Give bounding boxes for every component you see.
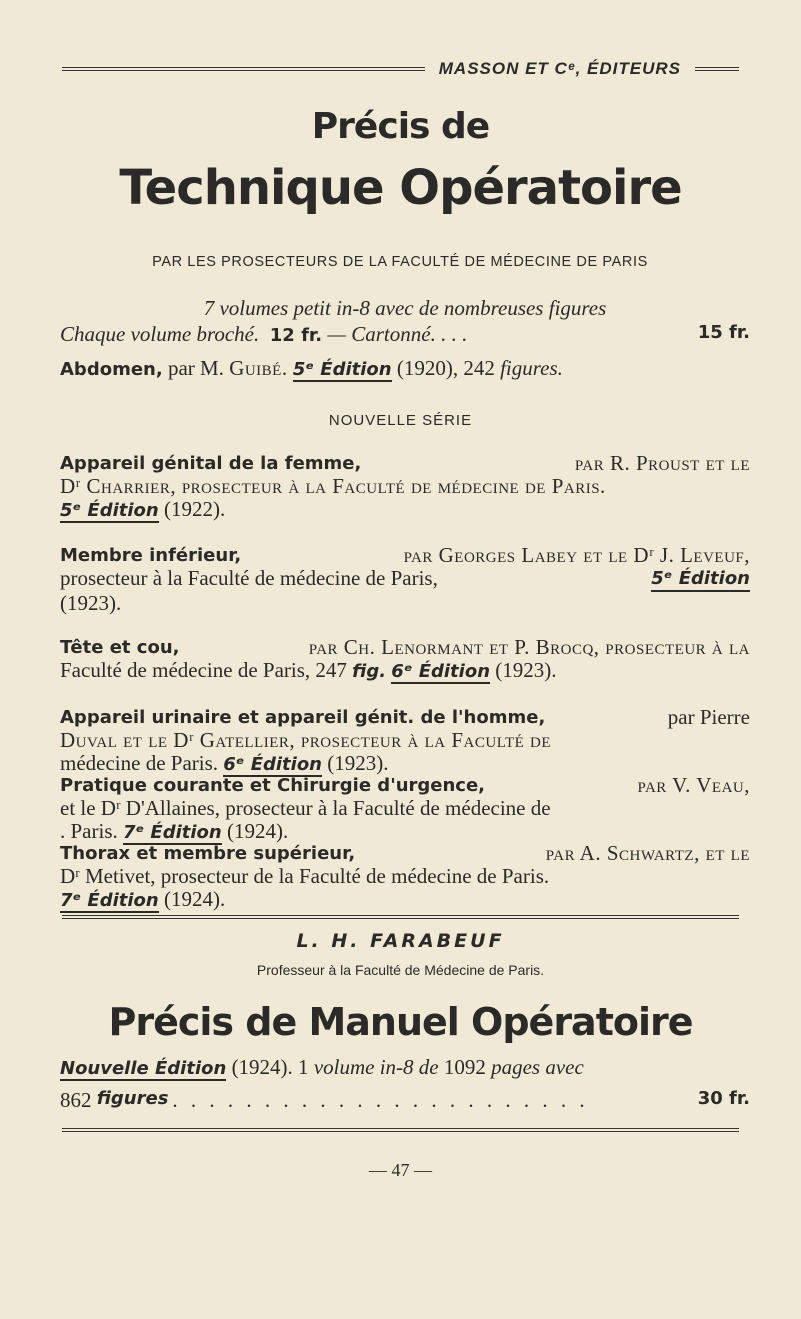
entry-authors: par R. Proust et le	[574, 451, 750, 475]
entry-subject: Appareil génital de la femme,	[60, 453, 362, 474]
publisher-name: MASSON ET Cᵉ, ÉDITEURS	[438, 59, 681, 78]
entry-year: (1924).	[163, 887, 226, 911]
entry-thorax	[60, 842, 750, 912]
format-line: 7 volumes petit in-8 avec de nombreuses figures	[203, 296, 607, 320]
manuel-title: Précis de Manuel Opératoire	[108, 1000, 693, 1044]
price-cartonne-label: — Cartonné. . . .	[327, 322, 468, 346]
manuel-year: (1924). 1	[231, 1055, 309, 1079]
abdomen-author: Guibé.	[229, 356, 288, 380]
entry-authors: par Ch. Lenormant et P. Brocq, prosecteur à la	[308, 635, 750, 659]
header-rule-right	[695, 67, 739, 71]
entry-tete-et-cou	[60, 636, 750, 683]
manuel-volume: volume in-8 de	[313, 1055, 439, 1079]
manuel-pages-count: 1092	[443, 1055, 486, 1079]
abdomen-figures: figures.	[500, 356, 563, 380]
entry-year: (1924).	[226, 819, 289, 843]
entry-subject: Appareil urinaire et appareil génit. de l'homme,	[60, 707, 546, 728]
entry-line2: Duval et le Dʳ Gatellier, prosecteur à la Faculté de	[60, 728, 552, 752]
entry-year: (1923).	[60, 591, 122, 615]
entry-subject: Tête et cou,	[60, 637, 180, 658]
entry-edition: 5ᵉ Édition	[651, 567, 750, 592]
publisher-header	[62, 60, 739, 78]
abdomen-author-prefix: par M.	[167, 356, 224, 380]
price-line	[60, 322, 750, 347]
abdomen-subject: Abdomen,	[60, 359, 163, 380]
manuel-affiliation: Professeur à la Faculté de Médecine de Paris.	[256, 962, 545, 978]
series-title-line1: Précis de	[311, 106, 490, 147]
entry-edition: 5ᵉ Édition	[60, 500, 159, 521]
entry-year: (1923).	[495, 658, 557, 682]
abdomen-entry	[60, 356, 750, 381]
entry-line2: Dʳ Charrier, prosecteur à la Faculté de médecine de Paris.	[60, 474, 606, 498]
page-number: — 47 —	[369, 1160, 432, 1180]
entry-appareil-genital-femme	[60, 452, 750, 522]
entry-edition: 6ᵉ Édition	[391, 661, 491, 682]
section-divider	[62, 915, 739, 919]
entry-authors: par Pierre	[667, 705, 750, 729]
entry-edition: 7ᵉ Édition	[60, 890, 159, 911]
manuel-pages-word: pages avec	[491, 1055, 584, 1079]
manuel-author: L. H. FARABEUF	[296, 930, 505, 952]
header-rule-left	[62, 67, 425, 71]
entry-line2: prosecteur à la Faculté de médecine de Paris,	[60, 566, 438, 590]
abdomen-edition: 5ᵉ Édition	[292, 359, 392, 380]
entry-year: (1922).	[163, 497, 226, 521]
series-title-line2: Technique Opératoire	[119, 160, 682, 216]
price-broche: 12 fr.	[269, 325, 323, 346]
manuel-figures-line	[60, 1088, 750, 1113]
entry-line2: Dʳ Metivet, prosecteur de la Faculté de médecine de Paris.	[60, 864, 550, 888]
manuel-figures-count: 862	[60, 1088, 92, 1112]
nouvelle-serie-heading: NOUVELLE SÉRIE	[328, 412, 473, 429]
entry-subject: Thorax et membre supérieur,	[60, 843, 356, 864]
footer-divider	[62, 1128, 739, 1132]
entry-subject: Pratique courante et Chirurgie d'urgence,	[60, 775, 486, 796]
price-broche-label: Chaque volume broché.	[60, 322, 260, 346]
entry-year: (1923).	[327, 751, 389, 775]
manuel-edition: Nouvelle Édition	[60, 1058, 227, 1079]
entry-fig: fig.	[352, 661, 387, 682]
abdomen-rest: (1920), 242	[396, 356, 495, 380]
entry-edition: 6ᵉ Édition	[223, 754, 322, 775]
entry-line3: médecine de Paris.	[60, 751, 219, 775]
manuel-edition-line	[60, 1055, 750, 1080]
entry-subject: Membre inférieur,	[60, 545, 242, 566]
entry-edition: 7ᵉ Édition	[123, 822, 222, 843]
entry-line2: et le Dʳ D'Allaines, prosecteur à la Faculté de médecine de	[60, 796, 551, 820]
entry-authors: par Georges Labey et le Dʳ J. Leveuf,	[403, 543, 750, 567]
entry-line3: . Paris.	[60, 819, 118, 843]
entry-line2: Faculté de médecine de Paris, 247	[60, 658, 347, 682]
leader-dots: . . . . . . . . . . . . . . . . . . . . . . .	[172, 1088, 589, 1112]
manuel-figures-word: figures	[96, 1088, 169, 1109]
entry-membre-inferieur	[60, 544, 750, 615]
price-cartonne: 15 fr.	[697, 322, 750, 343]
entry-authors: par V. Veau,	[637, 773, 750, 797]
entry-pratique-courante	[60, 774, 750, 844]
entry-authors: par A. Schwartz, et le	[545, 841, 750, 865]
series-authors: PAR LES PROSECTEURS DE LA FACULTÉ DE MÉDECINE DE PARIS	[152, 254, 648, 270]
manuel-price: 30 fr.	[697, 1088, 750, 1109]
entry-appareil-urinaire	[60, 706, 750, 776]
